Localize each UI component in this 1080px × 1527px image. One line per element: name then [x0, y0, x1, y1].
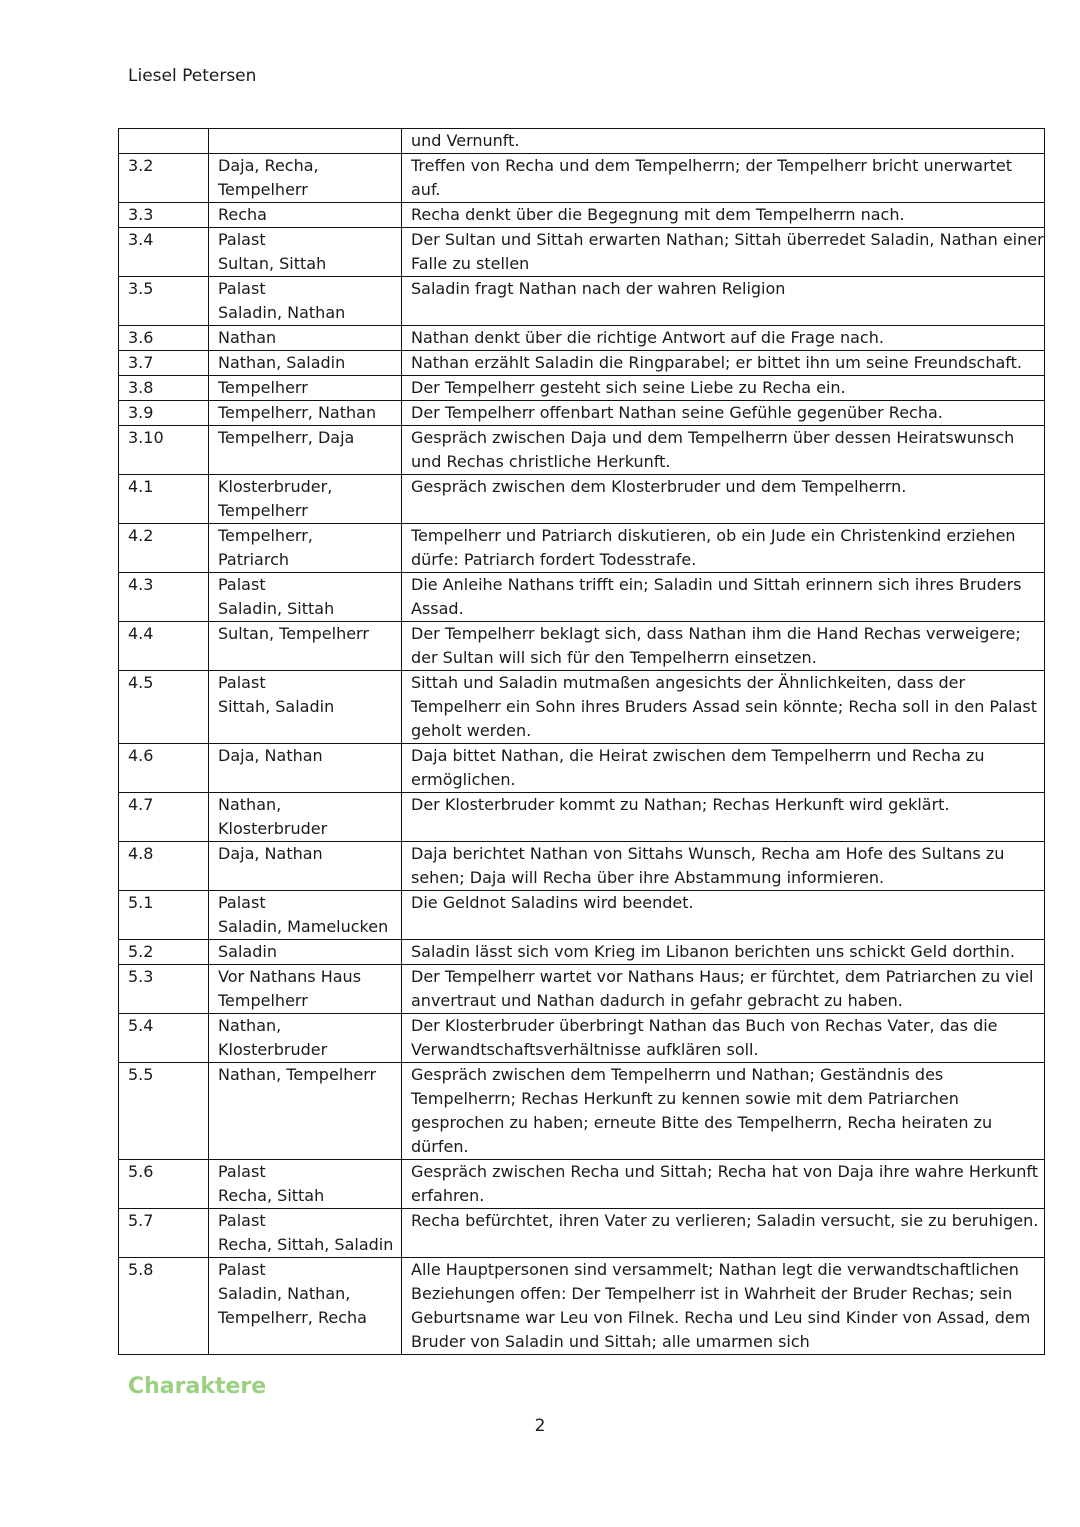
persons-cell: Tempelherr, Patriarch — [209, 524, 402, 573]
scene-number-cell: 3.7 — [119, 351, 209, 376]
scene-number-cell: 4.8 — [119, 842, 209, 891]
content-cell: Der Tempelherr beklagt sich, dass Nathan ihm die Hand Rechas verweigere; der Sultan will sich für den Tempelherrn einsetzen. — [402, 622, 1045, 671]
table-row — [119, 228, 1045, 277]
table-row — [119, 475, 1045, 524]
scene-number-cell: 5.2 — [119, 940, 209, 965]
persons-cell: Nathan, Saladin — [209, 351, 402, 376]
table-row — [119, 203, 1045, 228]
content-cell: Alle Hauptpersonen sind versammelt; Nathan legt die verwandtschaftlichen Beziehungen offen: Der Tempelherr ist in Wahrheit der Bruder Rechas; sein Geburtsname war Leu von Filnek. Recha und Leu sind Kinder von Assad, dem Bruder von Saladin und Sittah; alle umarmen sich — [402, 1258, 1045, 1355]
table-row — [119, 277, 1045, 326]
persons-cell: Palast Recha, Sittah — [209, 1160, 402, 1209]
scene-number-cell: 5.3 — [119, 965, 209, 1014]
table-row — [119, 842, 1045, 891]
persons-cell: Palast Sittah, Saladin — [209, 671, 402, 744]
content-cell: Saladin fragt Nathan nach der wahren Religion — [402, 277, 1045, 326]
persons-cell: Nathan — [209, 326, 402, 351]
content-cell: Daja berichtet Nathan von Sittahs Wunsch, Recha am Hofe des Sultans zu sehen; Daja will Recha über ihre Abstammung informieren. — [402, 842, 1045, 891]
table-row — [119, 524, 1045, 573]
table-row — [119, 154, 1045, 203]
table-row — [119, 1209, 1045, 1258]
scene-table — [118, 128, 1045, 1355]
persons-cell: Palast Recha, Sittah, Saladin — [209, 1209, 402, 1258]
scene-number-cell — [119, 129, 209, 154]
document-author: Liesel Petersen — [128, 66, 257, 86]
persons-cell: Daja, Nathan — [209, 842, 402, 891]
scene-number-cell: 3.4 — [119, 228, 209, 277]
scene-number-cell: 4.3 — [119, 573, 209, 622]
content-cell: Saladin lässt sich vom Krieg im Libanon berichten uns schickt Geld dorthin. — [402, 940, 1045, 965]
scene-number-cell: 4.4 — [119, 622, 209, 671]
scene-number-cell: 4.1 — [119, 475, 209, 524]
content-cell: Der Klosterbruder kommt zu Nathan; Rechas Herkunft wird geklärt. — [402, 793, 1045, 842]
scene-number-cell: 5.6 — [119, 1160, 209, 1209]
scene-number-cell: 3.5 — [119, 277, 209, 326]
table-row — [119, 940, 1045, 965]
content-cell: Die Anleihe Nathans trifft ein; Saladin und Sittah erinnern sich ihres Bruders Assad. — [402, 573, 1045, 622]
scene-number-cell: 3.8 — [119, 376, 209, 401]
scene-number-cell: 3.2 — [119, 154, 209, 203]
content-cell: Recha denkt über die Begegnung mit dem Tempelherrn nach. — [402, 203, 1045, 228]
persons-cell: Tempelherr, Nathan — [209, 401, 402, 426]
content-cell: Daja bittet Nathan, die Heirat zwischen dem Tempelherrn und Recha zu ermöglichen. — [402, 744, 1045, 793]
persons-cell: Klosterbruder, Tempelherr — [209, 475, 402, 524]
persons-cell: Tempelherr — [209, 376, 402, 401]
content-cell: Der Sultan und Sittah erwarten Nathan; Sittah überredet Saladin, Nathan einer Falle zu stellen — [402, 228, 1045, 277]
persons-cell — [209, 129, 402, 154]
persons-cell: Sultan, Tempelherr — [209, 622, 402, 671]
content-cell: Tempelherr und Patriarch diskutieren, ob ein Jude ein Christenkind erziehen dürfe: Patriarch fordert Todesstrafe. — [402, 524, 1045, 573]
table-row — [119, 573, 1045, 622]
content-cell: Der Tempelherr gesteht sich seine Liebe zu Recha ein. — [402, 376, 1045, 401]
scene-number-cell: 5.7 — [119, 1209, 209, 1258]
table-row — [119, 351, 1045, 376]
scene-number-cell: 5.1 — [119, 891, 209, 940]
scene-number-cell: 4.2 — [119, 524, 209, 573]
table-row — [119, 965, 1045, 1014]
content-cell: Gespräch zwischen Daja und dem Tempelherrn über dessen Heiratswunsch und Rechas christliche Herkunft. — [402, 426, 1045, 475]
scene-number-cell: 5.8 — [119, 1258, 209, 1355]
content-cell: Der Tempelherr offenbart Nathan seine Gefühle gegenüber Recha. — [402, 401, 1045, 426]
scene-number-cell: 5.4 — [119, 1014, 209, 1063]
persons-cell: Daja, Recha, Tempelherr — [209, 154, 402, 203]
content-cell: Gespräch zwischen dem Klosterbruder und dem Tempelherrn. — [402, 475, 1045, 524]
content-cell: Der Tempelherr wartet vor Nathans Haus; er fürchtet, dem Patriarchen zu viel anvertraut und Nathan dadurch in gefahr gebracht zu haben. — [402, 965, 1045, 1014]
table-row — [119, 401, 1045, 426]
scene-table-body — [119, 129, 1045, 1355]
table-row — [119, 1258, 1045, 1355]
table-row — [119, 129, 1045, 154]
persons-cell: Vor Nathans Haus Tempelherr — [209, 965, 402, 1014]
persons-cell: Tempelherr, Daja — [209, 426, 402, 475]
persons-cell: Saladin — [209, 940, 402, 965]
content-cell: Recha befürchtet, ihren Vater zu verlieren; Saladin versucht, sie zu beruhigen. — [402, 1209, 1045, 1258]
persons-cell: Nathan, Tempelherr — [209, 1063, 402, 1160]
persons-cell: Palast Saladin, Nathan — [209, 277, 402, 326]
content-cell: Nathan erzählt Saladin die Ringparabel; er bittet ihn um seine Freundschaft. — [402, 351, 1045, 376]
content-cell: Gespräch zwischen dem Tempelherrn und Nathan; Geständnis des Tempelherrn; Rechas Herkunft zu kennen sowie mit dem Patriarchen gesprochen zu haben; erneute Bitte des Tempelherrn, Recha heiraten zu dürfen. — [402, 1063, 1045, 1160]
scene-number-cell: 4.7 — [119, 793, 209, 842]
table-row — [119, 744, 1045, 793]
table-row — [119, 622, 1045, 671]
scene-number-cell: 4.5 — [119, 671, 209, 744]
table-row — [119, 326, 1045, 351]
scene-number-cell: 3.10 — [119, 426, 209, 475]
content-cell: Gespräch zwischen Recha und Sittah; Recha hat von Daja ihre wahre Herkunft erfahren. — [402, 1160, 1045, 1209]
content-cell: Der Klosterbruder überbringt Nathan das Buch von Rechas Vater, das die Verwandtschaftsverhältnisse aufklären soll. — [402, 1014, 1045, 1063]
scene-number-cell: 3.6 — [119, 326, 209, 351]
persons-cell: Nathan, Klosterbruder — [209, 793, 402, 842]
content-cell: Nathan denkt über die richtige Antwort auf die Frage nach. — [402, 326, 1045, 351]
scene-number-cell: 3.9 — [119, 401, 209, 426]
content-cell: und Vernunft. — [402, 129, 1045, 154]
table-row — [119, 1014, 1045, 1063]
persons-cell: Daja, Nathan — [209, 744, 402, 793]
persons-cell: Recha — [209, 203, 402, 228]
table-row — [119, 891, 1045, 940]
table-row — [119, 426, 1045, 475]
content-cell: Die Geldnot Saladins wird beendet. — [402, 891, 1045, 940]
table-row — [119, 1160, 1045, 1209]
page-number: 2 — [534, 1416, 546, 1436]
content-cell: Sittah und Saladin mutmaßen angesichts der Ähnlichkeiten, dass der Tempelherr ein Sohn ihres Bruders Assad sein könnte; Recha soll in den Palast geholt werden. — [402, 671, 1045, 744]
persons-cell: Nathan, Klosterbruder — [209, 1014, 402, 1063]
table-row — [119, 376, 1045, 401]
scene-number-cell: 3.3 — [119, 203, 209, 228]
persons-cell: Palast Sultan, Sittah — [209, 228, 402, 277]
persons-cell: Palast Saladin, Sittah — [209, 573, 402, 622]
content-cell: Treffen von Recha und dem Tempelherrn; der Tempelherr bricht unerwartet auf. — [402, 154, 1045, 203]
table-row — [119, 1063, 1045, 1160]
persons-cell: Palast Saladin, Nathan, Tempelherr, Recha — [209, 1258, 402, 1355]
section-heading: Charaktere — [128, 1374, 267, 1399]
scene-number-cell: 5.5 — [119, 1063, 209, 1160]
persons-cell: Palast Saladin, Mamelucken — [209, 891, 402, 940]
scene-number-cell: 4.6 — [119, 744, 209, 793]
table-row — [119, 671, 1045, 744]
table-row — [119, 793, 1045, 842]
